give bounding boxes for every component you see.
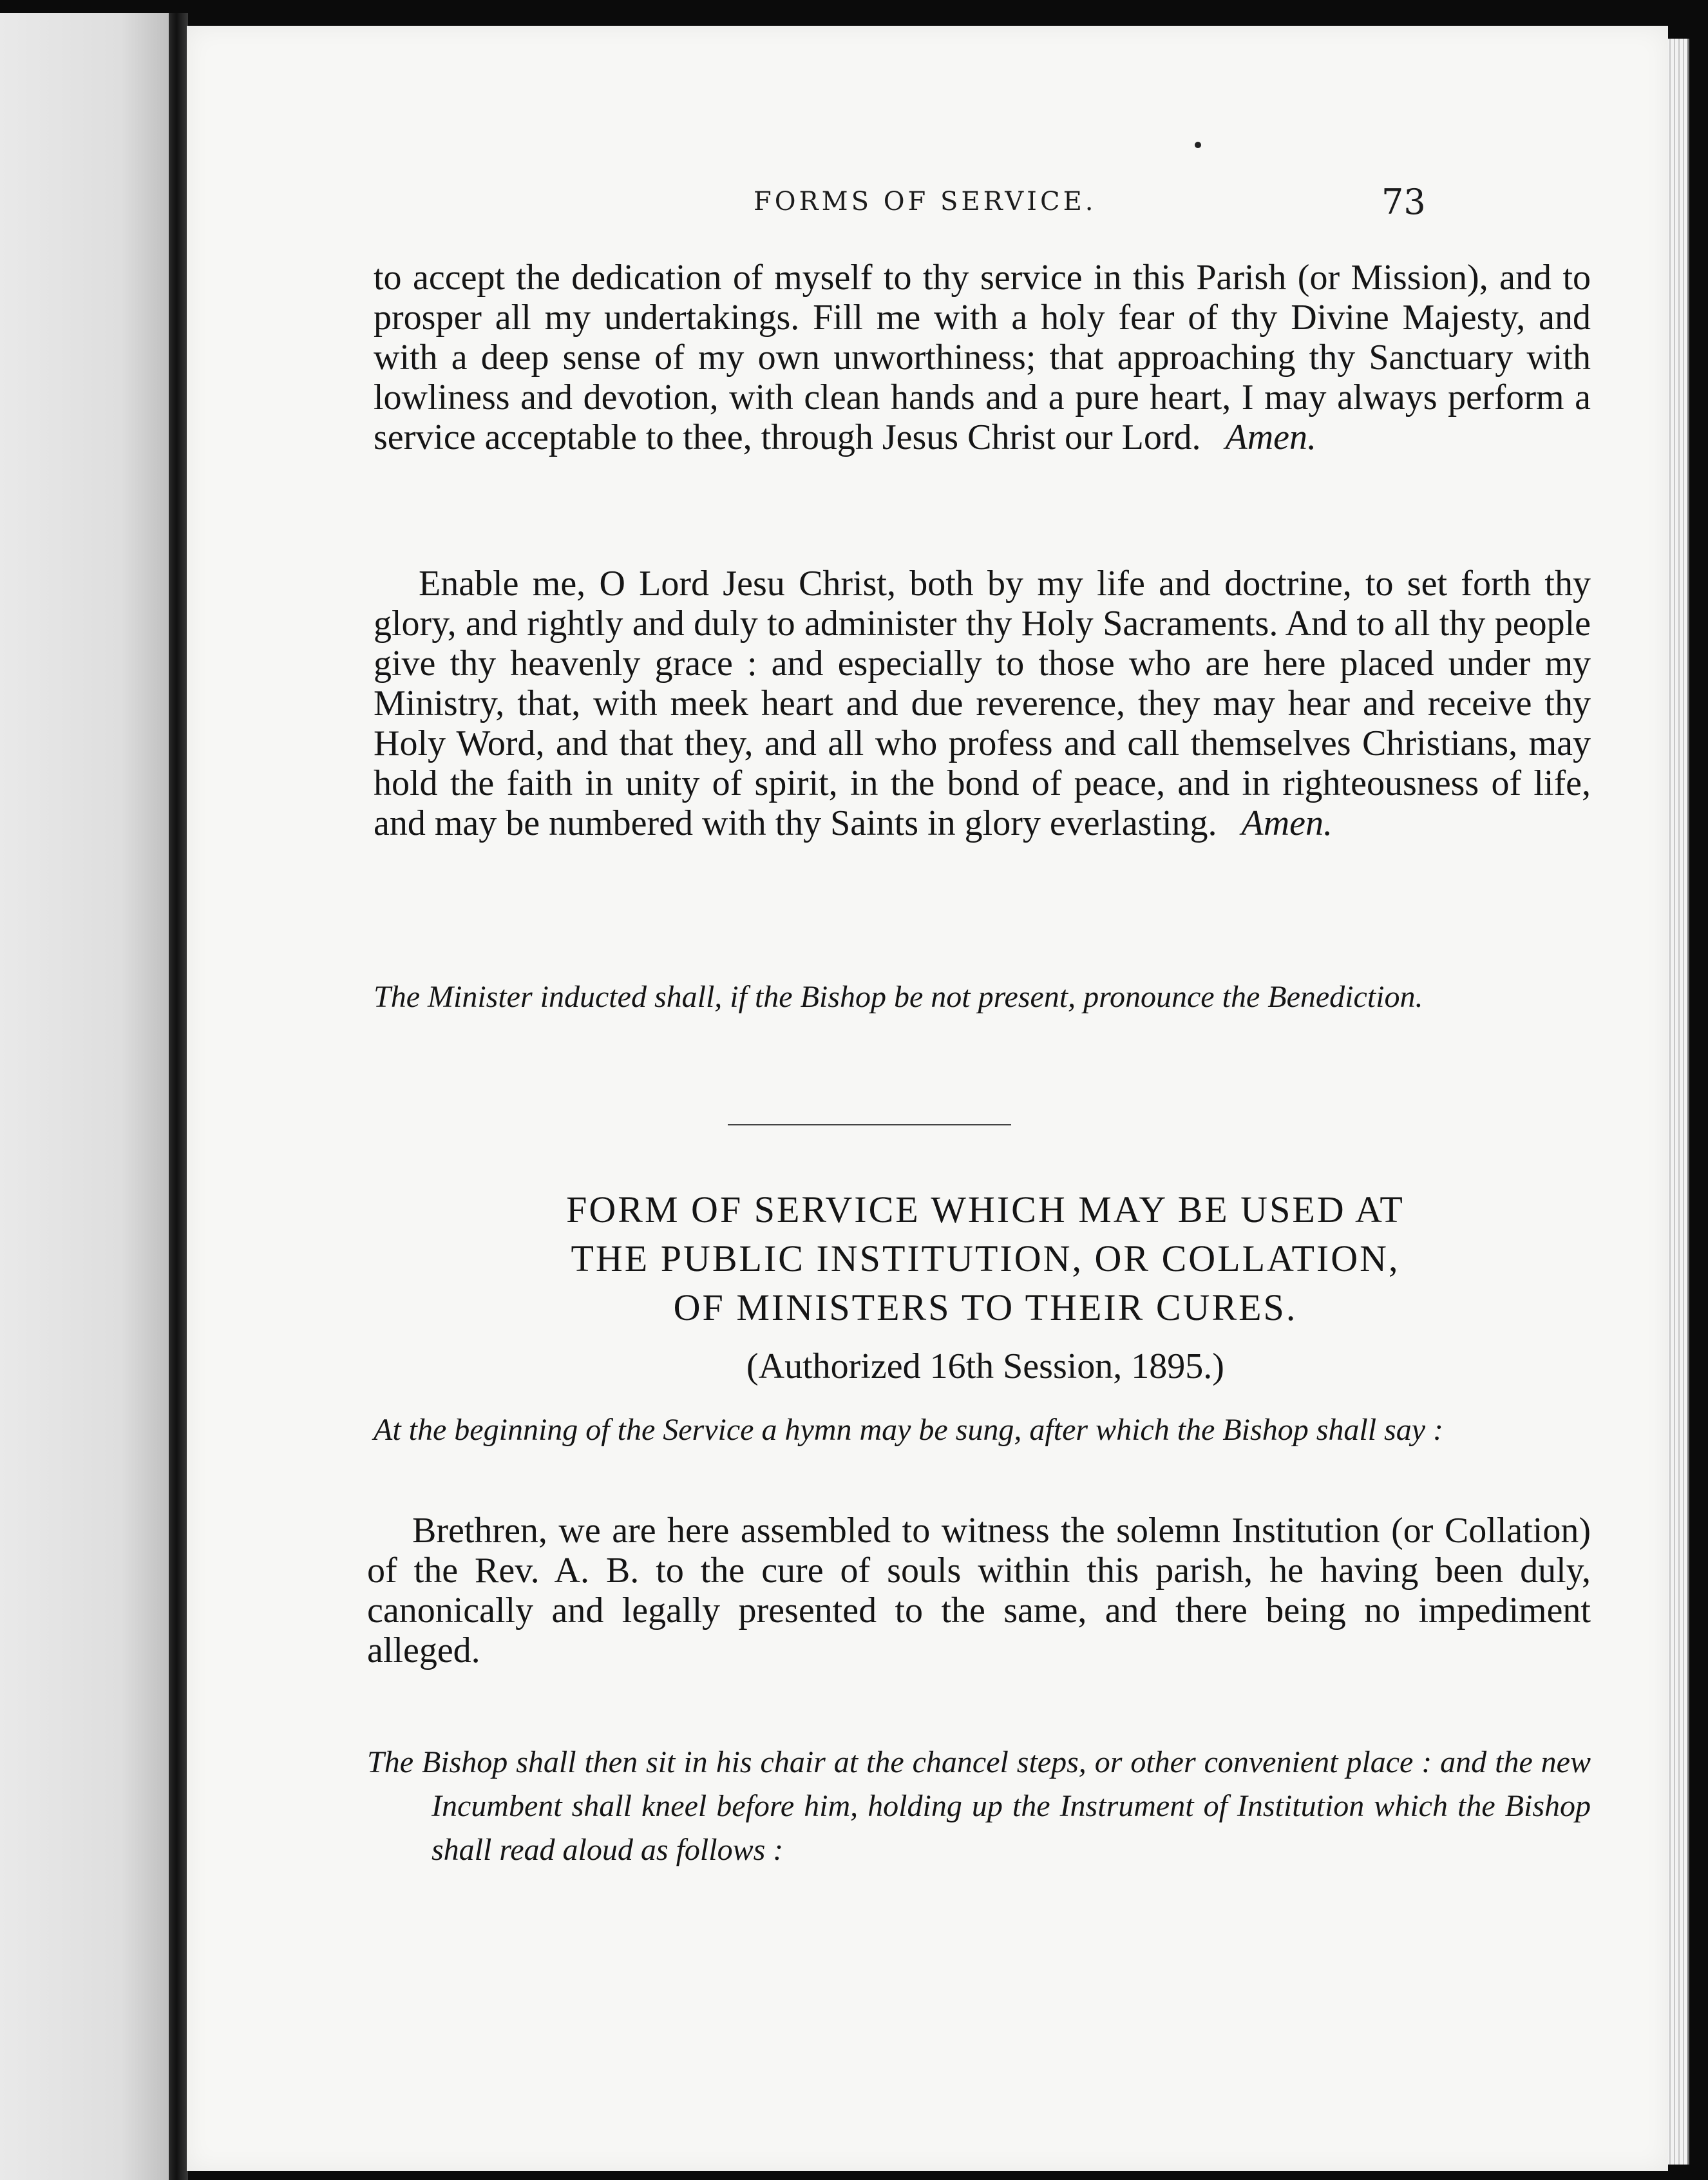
section-heading: [361, 1185, 1610, 1332]
rubric-benediction: The Minister inducted shall, if the Bishop be not present, pronounce the Benediction.: [374, 980, 1423, 1014]
prayer-paragraph-2-text: Enable me, O Lord Jesu Christ, both by my life and doctrine, to set forth thy glory, and rightly and duly to administer thy Holy Sacraments. And to all thy people give thy heavenly grace : and especially to those who are here placed under my Ministry, that, with meek heart and due reverence, they may hear and receive thy Holy Word, and that they, and all who profess and call themselves Christians, may hold the faith in unity of spirit, in the bond of peace, and in righteousness of life, and may be numbered with thy Saints in glory everlasting.: [374, 564, 1591, 843]
prayer-paragraph-1-text: to accept the dedication of myself to thy service in this Parish (or Mission), and to prosper all my undertakings. Fill me with a holy fear of thy Divine Majesty, and with a deep sense of my own unworthiness; that approaching thy Sanctuary with lowliness and devotion, with clean hands and a pure heart, I may always perform a service acceptable to thee, through Jesus Christ our Lord.: [374, 258, 1591, 457]
ink-speck: [1195, 142, 1201, 148]
section-heading-line-3: OF MINISTERS TO THEIR CURES.: [673, 1286, 1298, 1328]
section-heading-line-1: FORM OF SERVICE WHICH MAY BE USED AT: [566, 1189, 1405, 1230]
bishop-address-paragraph: Brethren, we are here assembled to witness the solemn Institution (or Collation) of the Rev. A. B. to the cure of souls within this parish, he having been duly, canonically and legally presented to the same, and there being no impediment alleged.: [367, 1511, 1591, 1670]
rubric-hymn: At the beginning of the Service a hymn may be sung, after which the Bishop shall say :: [374, 1413, 1444, 1447]
prayer-paragraph-2: [374, 564, 1591, 843]
page-number: 73: [1381, 182, 1426, 222]
amen-1: Amen.: [1225, 417, 1317, 457]
running-head: [187, 182, 1668, 232]
rubric-institution: The Bishop shall then sit in his chair at the chancel steps, or other convenient place : and the new Incumbent shall kneel before him, holding up the Instrument of Institution which the Bishop shall read aloud as follows :: [367, 1745, 1591, 1867]
book-gutter: [169, 13, 188, 2180]
authorization-note: (Authorized 16th Session, 1895.): [746, 1346, 1224, 1386]
section-heading-line-2: THE PUBLIC INSTITUTION, OR COLLATION,: [571, 1238, 1400, 1279]
prayer-paragraph-1: [374, 258, 1591, 457]
book-page: [187, 26, 1668, 2171]
amen-2: Amen.: [1241, 803, 1333, 843]
running-title: FORMS OF SERVICE.: [754, 187, 1097, 216]
section-divider: [728, 1124, 1011, 1125]
facing-page-edge: [0, 13, 173, 2180]
